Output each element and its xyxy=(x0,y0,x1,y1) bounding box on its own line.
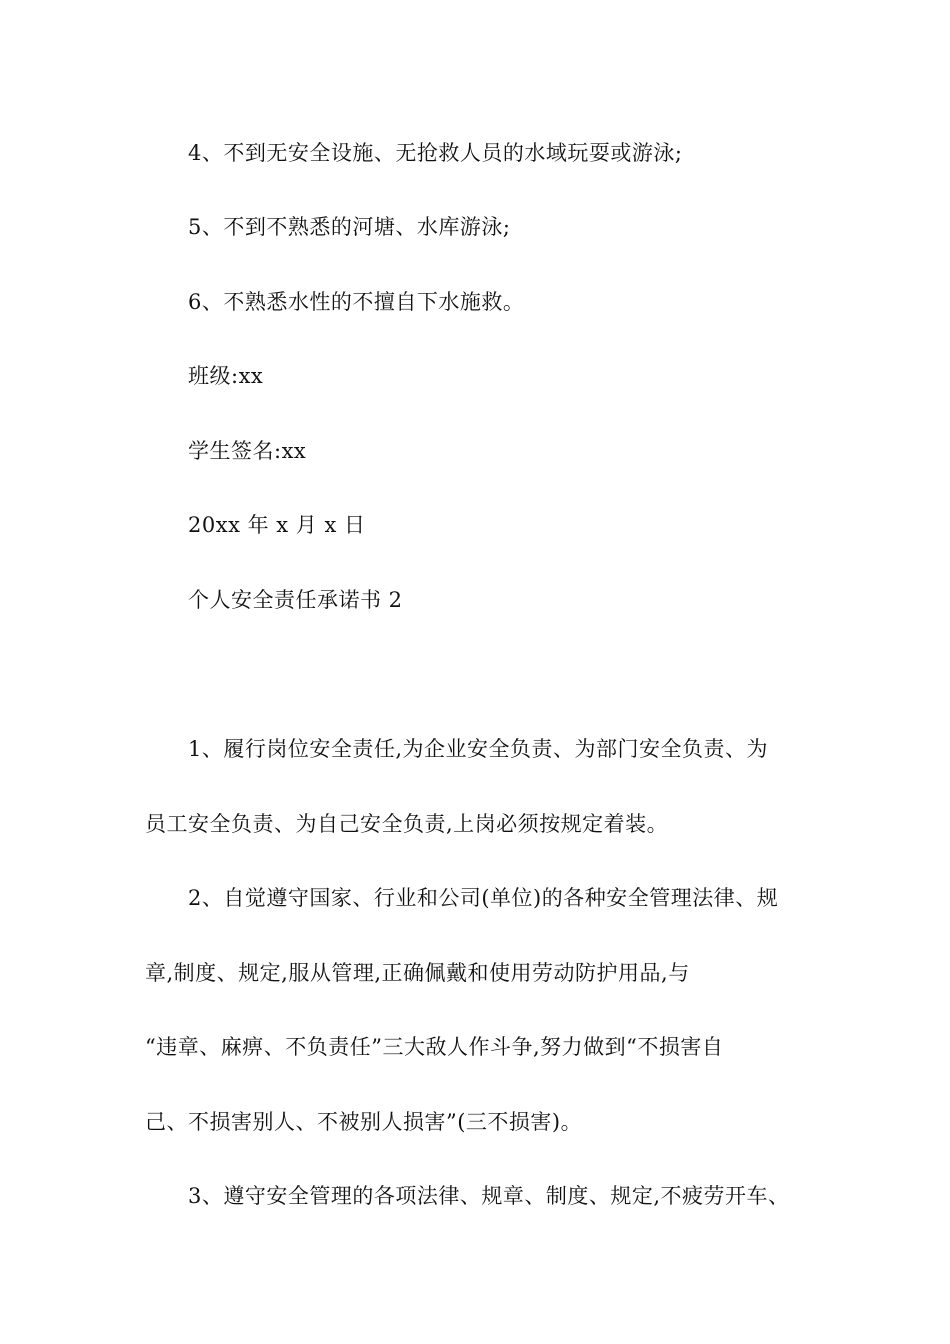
list-item-6: 6、不熟悉水性的不擅自下水施救。 xyxy=(188,290,525,314)
list-item-4: 4、不到无安全设施、无抢救人员的水域玩耍或游泳; xyxy=(188,141,683,165)
paragraph-2-line-4: 己、不损害别人、不被别人损害”(三不损害)。 xyxy=(145,1110,583,1134)
class-line: 班级:xx xyxy=(188,364,264,388)
date-line: 20xx 年 x 月 x 日 xyxy=(188,513,366,537)
paragraph-2-line-3: “违章、麻痹、不负责任”三大敌人作斗争,努力做到“不损害自 xyxy=(145,1035,724,1059)
paragraph-2-line-1: 2、自觉遵守国家、行业和公司(单位)的各种安全管理法律、规 xyxy=(188,886,779,910)
student-signature-line: 学生签名:xx xyxy=(188,439,307,463)
paragraph-2-line-2: 章,制度、规定,服从管理,正确佩戴和使用劳动防护用品,与 xyxy=(145,961,690,985)
paragraph-3-line-1: 3、遵守安全管理的各项法律、规章、制度、规定,不疲劳开车、 xyxy=(188,1184,790,1208)
paragraph-1-line-1: 1、履行岗位安全责任,为企业安全负责、为部门安全负责、为 xyxy=(188,737,769,761)
section-title: 个人安全责任承诺书 2 xyxy=(188,588,403,612)
list-item-5: 5、不到不熟悉的河塘、水库游泳; xyxy=(188,215,511,239)
paragraph-1-line-2: 员工安全负责、为自己安全负责,上岗必须按规定着装。 xyxy=(145,812,669,836)
